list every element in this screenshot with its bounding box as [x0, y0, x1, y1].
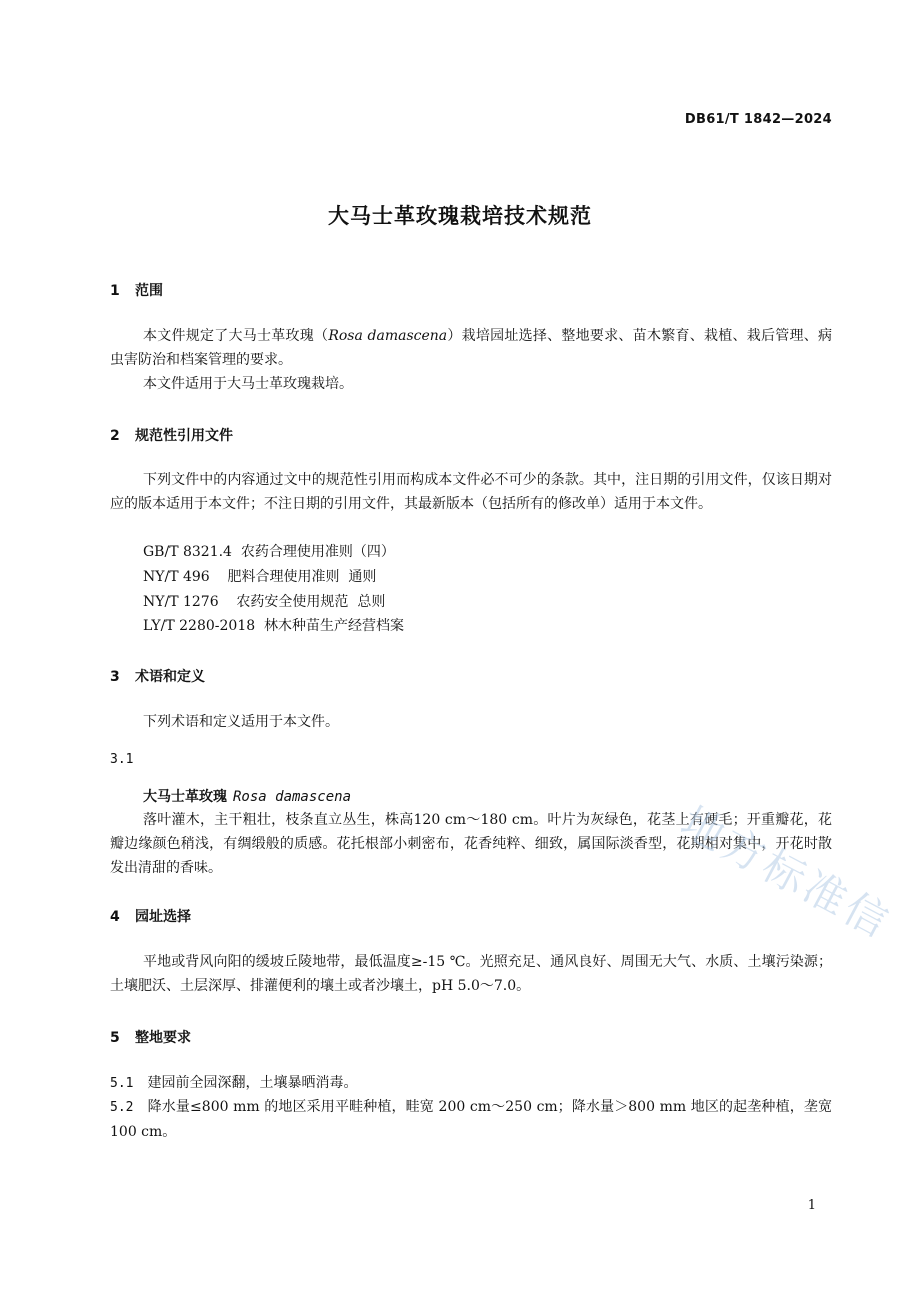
section-2-heading: [110, 425, 233, 445]
clause-number: 5.1: [110, 1076, 134, 1091]
scope-text-a: 本文件规定了大马士革玫瑰（: [143, 328, 329, 344]
section-1-heading: [110, 280, 163, 300]
scope-latin-name: Rosa damascena: [328, 328, 448, 344]
scope-paragraph: [110, 324, 832, 372]
document-title: 大马士革玫瑰栽培技术规范: [328, 204, 592, 228]
clause-text: 降水量≤800 mm 的地区采用平畦种植，畦宽 200 cm～250 cm；降水量＞800 mm 地区的起垄种植，垄宽 100 cm。: [110, 1099, 832, 1140]
scope-text-b: ）栽培园址选择、整地要求、苗木繁育、栽植、栽后管理、病虫害防治和档案管理的要求。: [110, 328, 832, 368]
section-number: 4: [110, 909, 120, 925]
section-title: 整地要求: [135, 1030, 191, 1046]
scope-applicability: 本文件适用于大马士革玫瑰栽培。: [143, 376, 353, 392]
reference-item: NY/T 496 肥料合理使用准则 通则: [143, 569, 377, 585]
reference-item: GB/T 8321.4 农药合理使用准则（四）: [143, 544, 395, 560]
reference-item: LY/T 2280-2018 林木种苗生产经营档案: [143, 618, 405, 634]
section-number: 3: [110, 669, 120, 685]
section-number: 2: [110, 428, 120, 444]
term-definition: 落叶灌木，主干粗壮，枝条直立丛生，株高120 cm～180 cm。叶片为灰绿色，花茎上有硬毛；开重瓣花，花瓣边缘颜色稍浅，有绸缎般的质感。花托根部小刺密布，花香纯粹、细致，属国际淡香型，花期相对集中，开花时散发出清甜的香味。: [110, 812, 832, 876]
section-number: 1: [110, 283, 120, 299]
section-5-heading: [110, 1027, 191, 1047]
clause-text: 建园前全园深翻，土壤暴晒消毒。: [147, 1075, 358, 1091]
watermark: 地方标准信: [673, 797, 900, 949]
section-3-heading: [110, 666, 205, 686]
term-name: [143, 786, 351, 806]
document-code: DB61/T 1842—2024: [684, 112, 832, 127]
site-selection-paragraph: 平地或背风向阳的缓坡丘陵地带，最低温度≥-15 ℃。光照充足、通风良好、周围无大气、水质、土壤污染源；土壤肥沃、土层深厚、排灌便利的壤土或者沙壤土，pH 5.0～7.0。: [110, 954, 832, 994]
section-4-heading: [110, 906, 191, 926]
reference-item: NY/T 1276 农药安全使用规范 总则: [143, 594, 386, 610]
term-number: 3.1: [110, 752, 134, 767]
section-title: 园址选择: [135, 909, 191, 925]
section-title: 规范性引用文件: [135, 428, 233, 444]
section-title: 范围: [135, 283, 163, 299]
references-paragraph: 下列文件中的内容通过文中的规范性引用而构成本文件必不可少的条款。其中，注日期的引用文件，仅该日期对应的版本适用于本文件；不注日期的引用文件，其最新版本（包括所有的修改单）适用于本文件。: [110, 472, 832, 512]
clause-number: 5.2: [110, 1100, 134, 1115]
term-chinese-name: 大马士革玫瑰: [143, 789, 227, 805]
section-number: 5: [110, 1030, 120, 1046]
section-title: 术语和定义: [135, 669, 205, 685]
page-number: 1: [807, 1198, 816, 1213]
terms-paragraph: 下列术语和定义适用于本文件。: [143, 714, 339, 730]
term-latin-name: Rosa damascena: [233, 789, 352, 805]
clause-5-2: [110, 1095, 832, 1144]
clause-5-1: [110, 1071, 832, 1096]
